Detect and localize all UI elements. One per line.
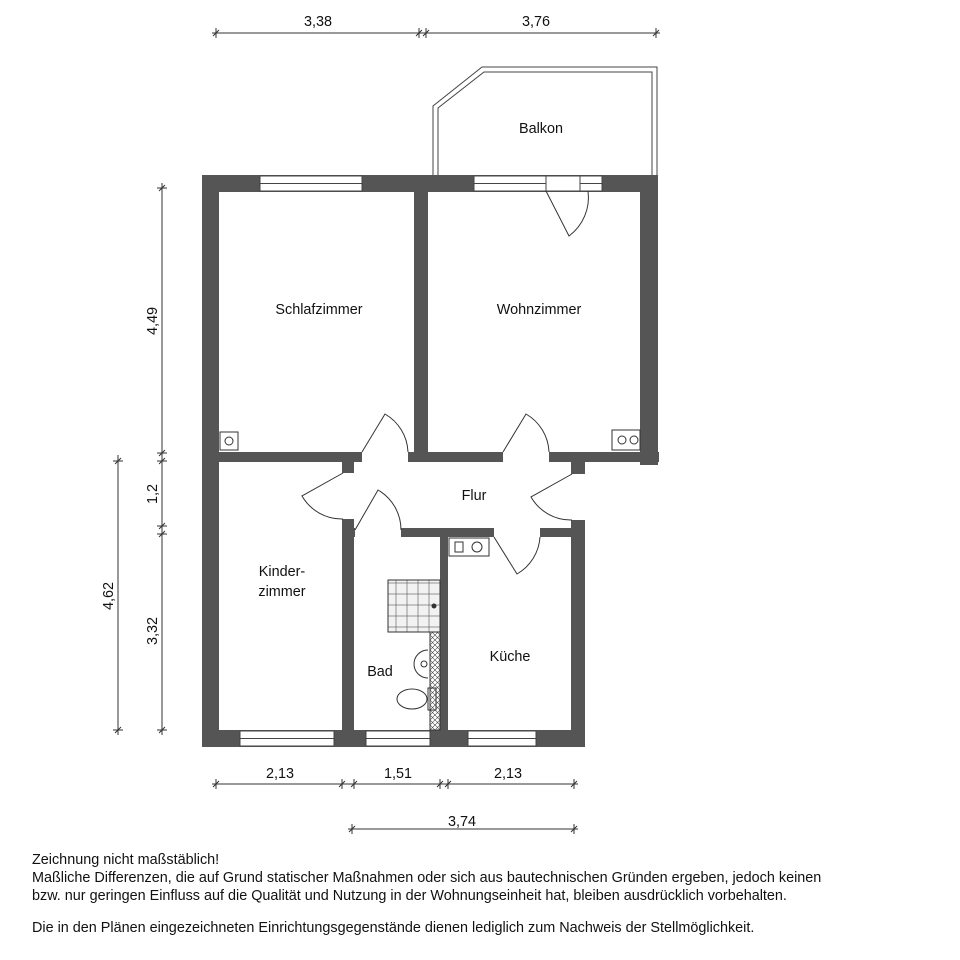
dim-left-kinderzimmer: 3,32 (145, 616, 161, 646)
room-label-kinderzimmer-line1: Kinder- (258, 564, 306, 580)
dim-left-flur: 1,2 (145, 483, 161, 505)
room-label-wohnzimmer: Wohnzimmer (496, 302, 582, 318)
room-label-balkon: Balkon (518, 121, 564, 137)
disclaimer-notes (32, 851, 932, 937)
dim-bottom-kueche: 2,13 (493, 766, 523, 782)
dim-left-outer: 4,62 (101, 581, 117, 611)
note-not-to-scale: Zeichnung nicht maßstäblich! (32, 852, 220, 868)
room-label-schlafzimmer: Schlafzimmer (275, 302, 363, 318)
dim-top-left: 3,38 (303, 14, 333, 30)
note-differences-line1: Maßliche Differenzen, die auf Grund statischer Maßnahmen oder sich aus bautechnischen Gründen ergeben, jedoch keinen (32, 870, 822, 886)
room-label-bad: Bad (367, 664, 393, 680)
dim-top-right: 3,76 (521, 14, 551, 30)
dim-bottom-total: 3,74 (447, 814, 477, 830)
room-label-flur: Flur (461, 488, 487, 504)
dim-bottom-bad: 1,51 (383, 766, 413, 782)
room-label-kueche: Küche (489, 649, 531, 665)
note-furniture: Die in den Plänen eingezeichneten Einrichtungsgegenstände dienen lediglich zum Nachweis der Stellmöglichkeit. (32, 920, 755, 936)
dim-left-schlafzimmer: 4,49 (145, 306, 161, 336)
doors (302, 176, 588, 574)
dim-bottom-kinderzimmer: 2,13 (265, 766, 295, 782)
note-differences-line2: bzw. nur geringen Einfluss auf die Qualität und Nutzung in der Wohnungseinheit hat, bleiben ausdrücklich vorbehalten. (32, 888, 787, 904)
room-label-kinderzimmer-line2: zimmer (258, 584, 306, 600)
